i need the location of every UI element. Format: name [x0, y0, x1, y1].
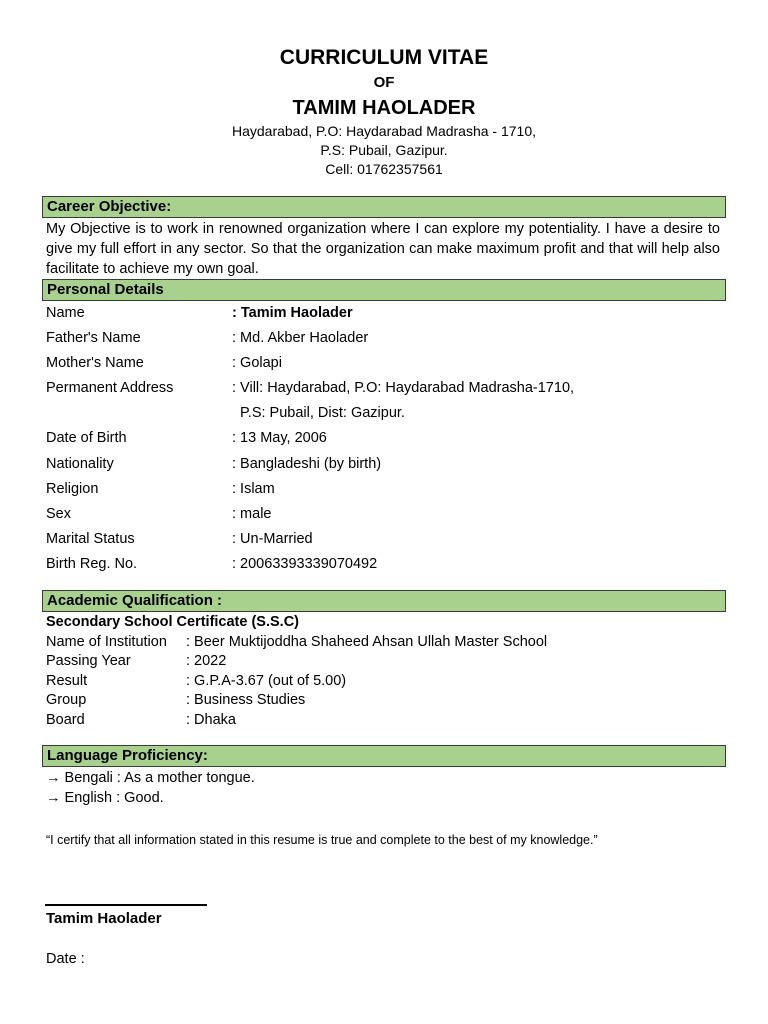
signature-name: Tamim Haolader — [46, 910, 162, 927]
field-value: : Business Studies — [186, 692, 306, 709]
list-item — [46, 452, 726, 477]
language-proficiency-heading: Language Proficiency: — [42, 745, 726, 767]
field-label: Sex — [46, 505, 71, 522]
list-item — [46, 426, 726, 451]
field-label: Name — [46, 305, 85, 321]
address-line-2: P.S: Pubail, Gazipur. — [320, 142, 448, 158]
career-objective-heading: Career Objective: — [42, 196, 726, 218]
cv-title: CURRICULUM VITAE — [279, 46, 489, 69]
academic-details-list — [46, 633, 726, 730]
list-item — [46, 552, 726, 577]
field-value: : Golapi — [232, 355, 282, 372]
personal-details-list — [46, 301, 726, 577]
field-label: Board — [46, 711, 85, 728]
field-label: Group — [46, 692, 87, 709]
list-item — [46, 633, 726, 652]
field-label: Religion — [46, 480, 99, 497]
field-value: : Tamim Haolader — [232, 305, 353, 321]
date-label: Date : — [46, 951, 85, 967]
field-label: Mother's Name — [46, 355, 144, 372]
field-label: Birth Reg. No. — [46, 555, 138, 572]
field-value: : Beer Muktijoddha Shaheed Ahsan Ullah Master School — [186, 634, 548, 650]
list-item — [46, 691, 726, 710]
list-item — [46, 326, 726, 351]
field-value: : Islam — [232, 480, 275, 497]
list-item — [46, 527, 726, 552]
list-item — [46, 477, 726, 502]
list-item — [46, 401, 726, 426]
field-value: : 20063393339070492 — [232, 555, 378, 572]
field-label: Passing Year — [46, 653, 131, 670]
candidate-name: TAMIM HAOLADER — [292, 97, 476, 119]
certification-statement: “I certify that all information stated in this resume is true and complete to the best of my knowledge.” — [46, 833, 598, 847]
list-item: → English : Good. — [46, 790, 164, 806]
signature-line — [45, 904, 207, 906]
list-item — [46, 301, 726, 326]
address-line-1: Haydarabad, P.O: Haydarabad Madrasha - 1710, — [231, 123, 537, 139]
list-item — [46, 652, 726, 671]
field-label — [46, 401, 232, 426]
field-value: : 2022 — [186, 653, 227, 670]
list-item — [46, 376, 726, 401]
language-list — [46, 768, 255, 808]
field-label: Nationality — [46, 455, 114, 472]
academic-qualification-heading: Academic Qualification : — [42, 590, 726, 612]
field-value: : male — [232, 505, 272, 522]
personal-details-heading: Personal Details — [42, 279, 726, 301]
field-label: Date of Birth — [46, 430, 127, 447]
cv-of: OF — [373, 74, 395, 91]
list-item — [46, 711, 726, 730]
list-item: → Bengali : As a mother tongue. — [46, 770, 255, 786]
career-objective-text: My Objective is to work in renowned organization where I can explore my potentiality. I have a desire to give my full effort in any sector. So that the organization can make maximum profit and that will help also facilitate to achieve my own goal. — [46, 221, 720, 277]
list-item — [46, 672, 726, 691]
field-label: Marital Status — [46, 530, 135, 547]
field-value: : Vill: Haydarabad, P.O: Haydarabad Madrasha-1710, — [232, 380, 575, 397]
field-value: : Md. Akber Haolader — [232, 330, 369, 347]
field-value: : Dhaka — [186, 711, 236, 728]
field-value: : Bangladeshi (by birth) — [232, 455, 382, 472]
field-label: Father's Name — [46, 330, 141, 347]
field-value: : Un-Married — [232, 530, 313, 547]
field-label: Name of Institution — [46, 634, 167, 650]
field-label: Permanent Address — [46, 380, 174, 397]
list-item — [46, 502, 726, 527]
field-label: Result — [46, 672, 88, 689]
exam-title: Secondary School Certificate (S.S.C) — [46, 614, 300, 630]
list-item — [46, 351, 726, 376]
field-value: P.S: Pubail, Dist: Gazipur. — [240, 405, 405, 422]
field-value: : G.P.A-3.67 (out of 5.00) — [186, 672, 347, 689]
field-value: : 13 May, 2006 — [232, 430, 327, 447]
cv-header — [0, 44, 768, 179]
cell-number: Cell: 01762357561 — [325, 161, 443, 177]
